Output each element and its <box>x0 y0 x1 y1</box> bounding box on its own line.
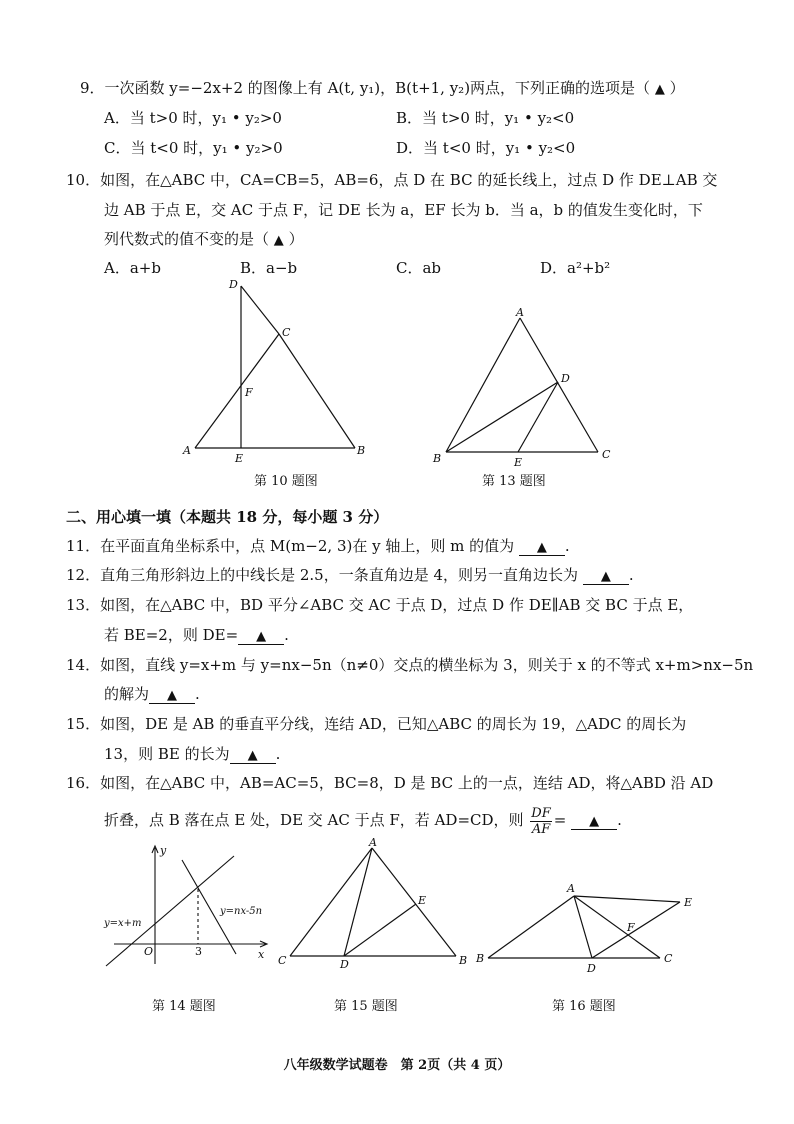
figure-15 <box>274 836 474 971</box>
q10-option-d: D．a²+b² <box>540 259 611 277</box>
q9-option-d: D．当 t<0 时，y₁ • y₂<0 <box>396 139 576 157</box>
q9-option-b: B．当 t>0 时，y₁ • y₂<0 <box>396 109 575 127</box>
figure-14 <box>100 842 280 972</box>
question-13-line-1: 13．如图，在△ABC 中，BD 平分∠ABC 交 AC 于点 D，过点 D 作 DE∥AB 交 BC 于点 E， <box>66 596 694 614</box>
fig15-label-c: C <box>278 954 287 967</box>
figure-15-caption: 第 15 题图 <box>334 999 398 1014</box>
fig15-label-d: D <box>340 958 349 971</box>
fig13-label-c: C <box>602 448 611 461</box>
question-11: 11．在平面直角坐标系中，点 M(m−2, 3)在 y 轴上，则 m 的值为 ▲ . <box>66 537 570 555</box>
figure-13 <box>426 300 626 470</box>
fig16-segment-ae <box>574 896 680 902</box>
fig13-segment-de <box>518 382 558 452</box>
fraction-denominator: AF <box>531 821 551 837</box>
fig14-line-y-x-m <box>106 856 234 966</box>
question-14-line-1: 14．如图，直线 y=x+m 与 y=nx−5n（n≠0）交点的横坐标为 3，则关于 x 的不等式 x+m>nx−5n <box>66 656 754 674</box>
fig13-label-e: E <box>514 456 523 469</box>
fig16-segment-de <box>592 902 680 958</box>
fig15-side-ab <box>372 848 456 956</box>
fig13-label-a: A <box>516 306 524 319</box>
answer-blank: ▲ <box>230 748 276 764</box>
fig16-segment-ad <box>574 896 592 958</box>
fraction-df-af <box>530 806 551 837</box>
question-9-stem: 9．一次函数 y=−2x+2 的图像上有 A(t, y₁)，B(t+1, y₂)两点，下列正确的选项是（ ▲ ） <box>80 79 685 97</box>
fig15-segment-ad <box>344 848 372 956</box>
figure-10 <box>175 272 375 467</box>
fig13-side-ac <box>520 318 598 452</box>
fig15-label-a: A <box>369 836 377 849</box>
fig14-label-y: y <box>160 844 167 857</box>
fig15-label-b: B <box>459 954 468 967</box>
question-15-line-1: 15．如图，DE 是 AB 的垂直平分线，连结 AD，已知△ABC 的周长为 19，△ADC 的周长为 <box>66 715 687 733</box>
fig16-side-ac <box>574 896 660 958</box>
answer-blank: ▲ <box>519 540 565 556</box>
figure-10-caption: 第 10 题图 <box>254 474 318 489</box>
fig16-label-a: A <box>567 882 575 895</box>
question-16-line-1: 16．如图，在△ABC 中，AB=AC=5，BC=8，D 是 BC 上的一点，连结 AD，将△ABD 沿 AD <box>66 774 714 792</box>
answer-blank: ▲ <box>149 688 195 704</box>
question-13-line-2: 若 BE=2，则 DE= ▲ . <box>104 626 289 644</box>
fig15-side-ac <box>290 848 372 956</box>
fig10-side-ac <box>195 334 279 448</box>
fig13-side-ab <box>446 318 520 452</box>
fig14-label-line2: y=nx-5n <box>220 906 263 917</box>
fig13-label-d: D <box>561 372 570 385</box>
q10-option-b: B．a−b <box>240 259 298 277</box>
answer-placeholder: ▲ <box>273 233 284 248</box>
fig14-label-line1: y=x+m <box>104 918 142 929</box>
page-footer: 八年级数学试题卷 第 2页（共 4 页） <box>283 1058 511 1073</box>
fig14-label-tick: 3 <box>195 945 202 958</box>
q10-option-a: A．a+b <box>104 259 161 277</box>
question-10-line-3: 列代数式的值不变的是（ ▲ ） <box>104 230 304 248</box>
fig13-segment-bd <box>446 382 558 452</box>
figure-13-caption: 第 13 题图 <box>482 474 546 489</box>
answer-blank: ▲ <box>583 569 629 585</box>
fig14-label-x: x <box>258 948 265 961</box>
fig14-label-origin: O <box>144 945 154 958</box>
fig10-label-e: E <box>235 452 244 465</box>
fig15-segment-de <box>344 904 416 956</box>
answer-placeholder: ▲ <box>654 82 665 97</box>
fig16-side-ab <box>488 896 574 958</box>
fig10-label-d: D <box>229 278 238 291</box>
answer-blank: ▲ <box>571 814 617 830</box>
fig16-label-d: D <box>587 962 596 975</box>
section-2-heading: 二、用心填一填（本题共 18 分，每小题 3 分） <box>66 508 389 526</box>
fig16-label-e: E <box>684 896 693 909</box>
question-14-line-2: 的解为 ▲ . <box>104 685 200 703</box>
q9-option-c: C．当 t<0 时，y₁ • y₂>0 <box>104 139 283 157</box>
question-12: 12．直角三角形斜边上的中线长是 2.5，一条直角边是 4，则另一直角边长为 ▲ . <box>66 566 634 584</box>
answer-blank: ▲ <box>238 629 284 645</box>
figure-14-caption: 第 14 题图 <box>152 999 216 1014</box>
question-15-line-2: 13，则 BE 的长为 ▲ . <box>104 745 281 763</box>
question-10-line-1: 10．如图，在△ABC 中，CA=CB=5，AB=6，点 D 在 BC 的延长线上，过点 D 作 DE⊥AB 交 <box>66 171 718 189</box>
q9-option-a: A．当 t>0 时，y₁ • y₂>0 <box>104 109 282 127</box>
figure-16-caption: 第 16 题图 <box>552 999 616 1014</box>
fig10-segment-dc <box>241 286 279 334</box>
fig10-label-c: C <box>282 326 291 339</box>
question-16-line-2: 折叠，点 B 落在点 E 处，DE 交 AC 于点 F，若 AD=CD，则 $\frac{DF}{AF}$ = ▲ . <box>104 805 622 837</box>
fig16-label-c: C <box>664 952 673 965</box>
fig10-label-b: B <box>357 444 366 457</box>
q10-option-c: C．ab <box>396 259 442 277</box>
fig10-side-cb <box>279 334 355 448</box>
fig10-label-f: F <box>245 386 253 399</box>
fig16-label-f: F <box>627 921 635 934</box>
question-10-line-2: 边 AB 于点 E，交 AC 于点 F，记 DE 长为 a，EF 长为 b．当 a，b 的值发生变化时，下 <box>104 201 703 219</box>
fig15-label-e: E <box>418 894 427 907</box>
fraction-numerator: DF <box>531 805 551 821</box>
fig16-label-b: B <box>476 952 485 965</box>
figure-16 <box>474 876 704 976</box>
fig13-label-b: B <box>433 452 442 465</box>
fig10-label-a: A <box>183 444 191 457</box>
